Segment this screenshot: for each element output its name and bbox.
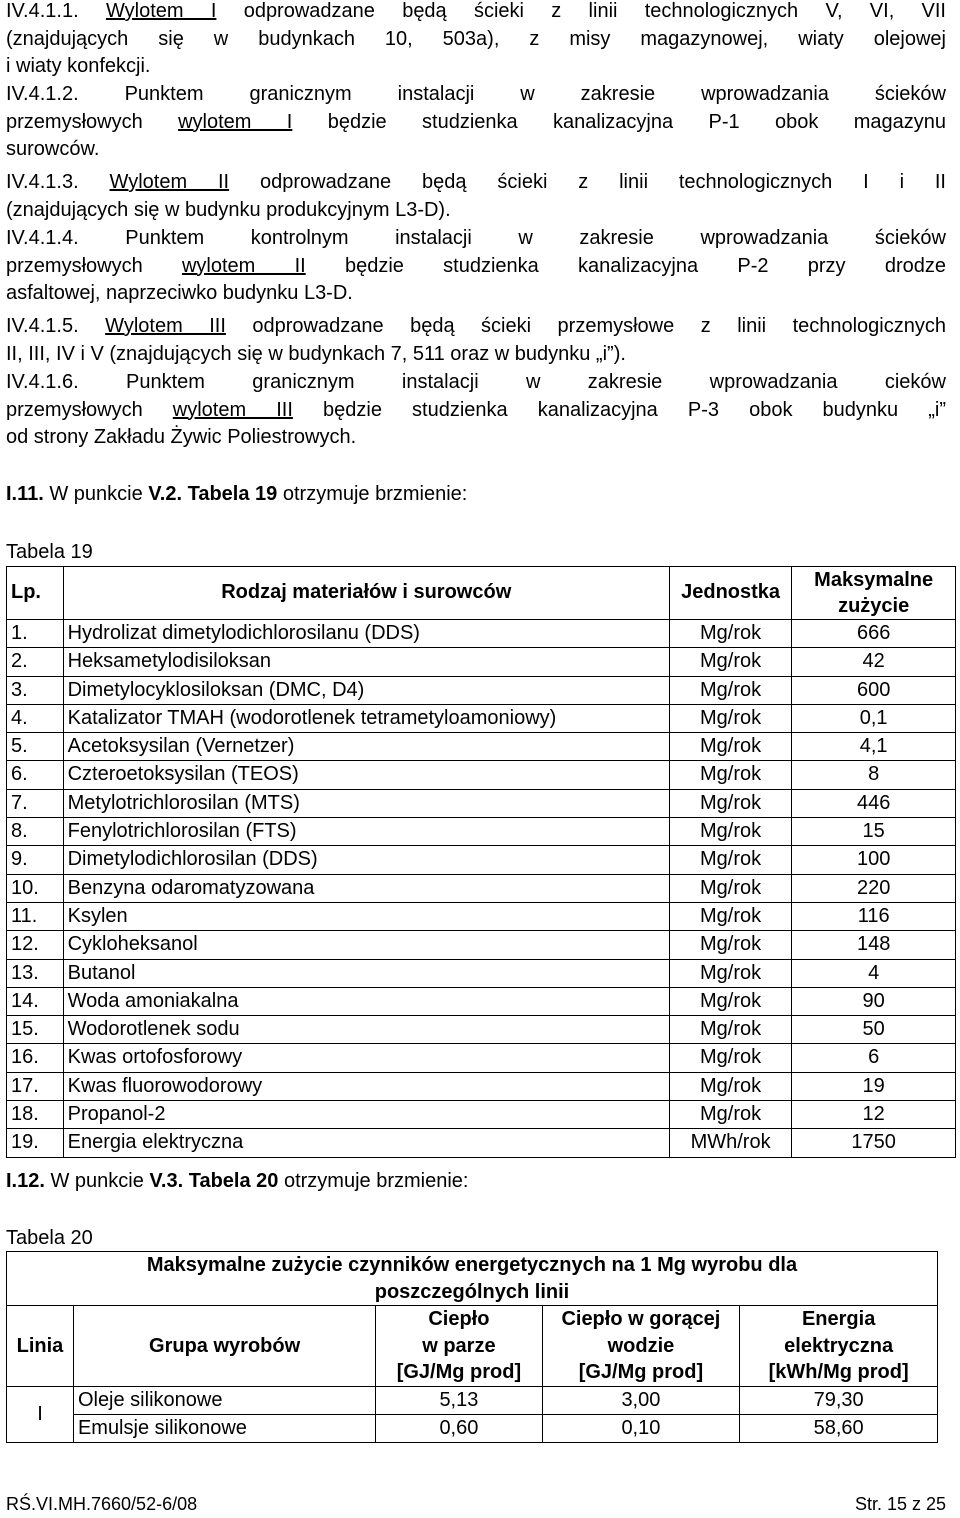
material-cell: Woda amoniakalna	[63, 987, 669, 1015]
lp-cell: 18.	[7, 1101, 64, 1129]
paragraph-4-1-4	[6, 225, 946, 308]
table-row	[7, 676, 956, 704]
paragraph-text: IV.4.1.2. Punktem granicznym instalacji w zakresie wprowadzania ścieków	[6, 83, 946, 105]
energia-cell: 79,30	[740, 1386, 938, 1414]
paragraph-text: odprowadzane będą ścieki z linii technologicznych I i II	[229, 171, 946, 193]
table-row	[7, 761, 956, 789]
footer-reference: RŚ.VI.MH.7660/52-6/08	[6, 1494, 198, 1514]
value-cell: 6	[792, 1044, 956, 1072]
table-row	[7, 1414, 938, 1442]
material-cell: Acetoksysilan (Vernetzer)	[63, 733, 669, 761]
paragraph-text: i wiaty konfekcji.	[6, 55, 151, 77]
paragraph-text: asfaltowej, naprzeciwko budynku L3-D.	[6, 282, 353, 304]
column-header-lp: Lp.	[7, 567, 64, 620]
wodzie-cell: 0,10	[542, 1414, 740, 1442]
section-heading-i-12: I.12. W punkcie V.3. Tabela 20 otrzymuje brzmienie:	[6, 1170, 469, 1192]
column-header-cieplo-parze: Ciepło w parze [GJ/Mg prod]	[376, 1306, 542, 1387]
material-cell: Cykloheksanol	[63, 931, 669, 959]
column-header-cieplo-wodzie: Ciepło w gorącej wodzie [GJ/Mg prod]	[542, 1306, 740, 1387]
material-cell: Fenylotrichlorosilan (FTS)	[63, 818, 669, 846]
table-caption: Tabela 20	[6, 1227, 93, 1249]
paragraph-text: IV.4.1.6. Punktem granicznym instalacji w zakresie wprowadzania cieków	[6, 371, 946, 393]
outlet-name: Wylotem I	[105, 0, 217, 22]
wodzie-cell: 3,00	[542, 1386, 740, 1414]
table-row	[7, 733, 956, 761]
value-cell: 12	[792, 1101, 956, 1129]
material-cell: Katalizator TMAH (wodorotlenek tetrametyloamoniowy)	[63, 704, 669, 732]
linia-cell: I	[7, 1386, 74, 1443]
outlet-name: Wylotem III	[105, 315, 226, 337]
column-header-jednostka: Jednostka	[669, 567, 791, 620]
paragraph-4-1-3	[6, 169, 946, 224]
lp-cell: 3.	[7, 676, 64, 704]
paragraph-text: będzie studzienka kanalizacyjna P-1 obok magazynu	[327, 110, 946, 133]
unit-cell: Mg/rok	[669, 1072, 791, 1100]
lp-cell: 12.	[7, 931, 64, 959]
lp-cell: 6.	[7, 761, 64, 789]
material-cell: Dimetylocyklosiloksan (DMC, D4)	[63, 676, 669, 704]
paragraph-4-1-5	[6, 313, 946, 368]
value-cell: 116	[792, 902, 956, 930]
material-cell: Butanol	[63, 959, 669, 987]
unit-cell: MWh/rok	[669, 1129, 791, 1157]
table-row	[7, 1016, 956, 1044]
lp-cell: 4.	[7, 704, 64, 732]
lp-cell: 15.	[7, 1016, 64, 1044]
table-row	[7, 1072, 956, 1100]
lp-cell: 10.	[7, 874, 64, 902]
value-cell: 600	[792, 676, 956, 704]
lp-cell: 16.	[7, 1044, 64, 1072]
outlet-name: wylotem I	[178, 110, 293, 133]
grupa-cell: Oleje silikonowe	[73, 1386, 375, 1414]
material-cell: Ksylen	[63, 902, 669, 930]
paragraph-number: IV.4.1.3.	[6, 171, 79, 193]
paragraph-text: będzie studzienka kanalizacyjna P-2 przy drodze	[344, 254, 946, 277]
outlet-name: Wylotem II	[109, 171, 230, 193]
unit-cell: Mg/rok	[669, 987, 791, 1015]
column-header-max: Maksymalne zużycie	[792, 567, 956, 620]
material-cell: Dimetylodichlorosilan (DDS)	[63, 846, 669, 874]
lp-cell: 11.	[7, 902, 64, 930]
lp-cell: 7.	[7, 789, 64, 817]
material-cell: Energia elektryczna	[63, 1129, 669, 1157]
value-cell: 4	[792, 959, 956, 987]
paragraph-text: (znajdujących się w budynkach 10, 503a), z misy magazynowej, wiaty olejowej	[6, 27, 946, 50]
table-row	[7, 1101, 956, 1129]
unit-cell: Mg/rok	[669, 676, 791, 704]
lp-cell: 1.	[7, 620, 64, 648]
outlet-name: wylotem III	[172, 398, 293, 421]
table-title-row	[7, 1252, 938, 1306]
paragraph-text: przemysłowych	[6, 254, 143, 277]
material-cell: Heksametylodisiloksan	[63, 648, 669, 676]
paragraph-text: (znajdujących się w budynku produkcyjnym L3-D).	[6, 198, 451, 221]
table-body	[7, 620, 956, 1158]
value-cell: 1750	[792, 1129, 956, 1157]
table-row	[7, 874, 956, 902]
section-heading-i-11: I.11. W punkcie V.2. Tabela 19 otrzymuje brzmienie:	[6, 483, 468, 505]
unit-cell: Mg/rok	[669, 846, 791, 874]
lp-cell: 8.	[7, 818, 64, 846]
lp-cell: 19.	[7, 1129, 64, 1157]
material-cell: Propanol-2	[63, 1101, 669, 1129]
unit-cell: Mg/rok	[669, 620, 791, 648]
paragraph-text: będzie studzienka kanalizacyjna P-3 obok budynku „i”	[323, 398, 946, 421]
paragraph-text: surowców.	[6, 138, 100, 160]
table-row	[7, 1129, 956, 1157]
table-row	[7, 620, 956, 648]
lp-cell: 17.	[7, 1072, 64, 1100]
energia-cell: 58,60	[740, 1414, 938, 1442]
paragraph-text: przemysłowych	[6, 110, 143, 133]
unit-cell: Mg/rok	[669, 1016, 791, 1044]
footer-page-number: Str. 15 z 25	[854, 1494, 946, 1514]
paragraph-text: IV.4.1.4. Punktem kontrolnym instalacji w zakresie wprowadzania ścieków	[6, 227, 946, 249]
lp-cell: 14.	[7, 987, 64, 1015]
table-row	[7, 931, 956, 959]
material-cell: Benzyna odaromatyzowana	[63, 874, 669, 902]
lp-cell: 2.	[7, 648, 64, 676]
material-cell: Hydrolizat dimetylodichlorosilanu (DDS)	[63, 620, 669, 648]
table-row	[7, 902, 956, 930]
unit-cell: Mg/rok	[669, 733, 791, 761]
value-cell: 100	[792, 846, 956, 874]
column-header-rodzaj: Rodzaj materiałów i surowców	[63, 567, 669, 620]
table-19	[6, 566, 956, 1158]
unit-cell: Mg/rok	[669, 1044, 791, 1072]
table-header-row	[7, 1306, 938, 1387]
table-row	[7, 959, 956, 987]
table-row	[7, 1386, 938, 1414]
value-cell: 15	[792, 818, 956, 846]
parze-cell: 5,13	[376, 1386, 542, 1414]
value-cell: 446	[792, 789, 956, 817]
unit-cell: Mg/rok	[669, 874, 791, 902]
table-row	[7, 987, 956, 1015]
table-header-row	[7, 567, 956, 620]
value-cell: 50	[792, 1016, 956, 1044]
table-row	[7, 1044, 956, 1072]
paragraph-4-1-2	[6, 81, 946, 164]
material-cell: Czteroetoksysilan (TEOS)	[63, 761, 669, 789]
paragraph-text: odprowadzane będą ścieki przemysłowe z linii technologicznych	[225, 315, 946, 337]
value-cell: 4,1	[792, 733, 956, 761]
table-row	[7, 789, 956, 817]
value-cell: 42	[792, 648, 956, 676]
material-cell: Kwas ortofosforowy	[63, 1044, 669, 1072]
material-cell: Kwas fluorowodorowy	[63, 1072, 669, 1100]
table-title: Maksymalne zużycie czynników energetycznych na 1 Mg wyrobu dla poszczególnych linii	[7, 1252, 938, 1306]
unit-cell: Mg/rok	[669, 959, 791, 987]
material-cell: Wodorotlenek sodu	[63, 1016, 669, 1044]
unit-cell: Mg/rok	[669, 902, 791, 930]
unit-cell: Mg/rok	[669, 704, 791, 732]
table-row	[7, 846, 956, 874]
paragraph-text: II, III, IV i V (znajdujących się w budynkach 7, 511 oraz w budynku „i”).	[6, 342, 626, 365]
paragraph-4-1-6	[6, 369, 946, 452]
unit-cell: Mg/rok	[669, 761, 791, 789]
paragraph-text: od strony Zakładu Żywic Poliestrowych.	[6, 426, 357, 448]
grupa-cell: Emulsje silikonowe	[73, 1414, 375, 1442]
lp-cell: 5.	[7, 733, 64, 761]
column-header-energia: Energia elektryczna [kWh/Mg prod]	[740, 1306, 938, 1387]
unit-cell: Mg/rok	[669, 648, 791, 676]
table-row	[7, 648, 956, 676]
value-cell: 90	[792, 987, 956, 1015]
column-header-linia: Linia	[7, 1306, 74, 1387]
value-cell: 0,1	[792, 704, 956, 732]
paragraph-4-1-1	[6, 0, 946, 81]
value-cell: 220	[792, 874, 956, 902]
value-cell: 8	[792, 761, 956, 789]
table-caption: Tabela 19	[6, 541, 93, 563]
paragraph-text: odprowadzane będą ścieki z linii technologicznych V, VI, VII	[216, 0, 946, 22]
lp-cell: 13.	[7, 959, 64, 987]
value-cell: 19	[792, 1072, 956, 1100]
unit-cell: Mg/rok	[669, 789, 791, 817]
paragraph-number: IV.4.1.5.	[6, 315, 79, 337]
unit-cell: Mg/rok	[669, 1101, 791, 1129]
table-row	[7, 818, 956, 846]
paragraph-number: IV.4.1.1.	[6, 0, 79, 22]
table-row	[7, 704, 956, 732]
outlet-name: wylotem II	[181, 254, 306, 277]
value-cell: 148	[792, 931, 956, 959]
parze-cell: 0,60	[376, 1414, 542, 1442]
table-20	[6, 1251, 938, 1443]
column-header-grupa: Grupa wyrobów	[73, 1306, 375, 1387]
unit-cell: Mg/rok	[669, 818, 791, 846]
paragraph-text: przemysłowych	[6, 398, 143, 421]
table-body	[7, 1386, 938, 1443]
material-cell: Metylotrichlorosilan (MTS)	[63, 789, 669, 817]
unit-cell: Mg/rok	[669, 931, 791, 959]
value-cell: 666	[792, 620, 956, 648]
lp-cell: 9.	[7, 846, 64, 874]
